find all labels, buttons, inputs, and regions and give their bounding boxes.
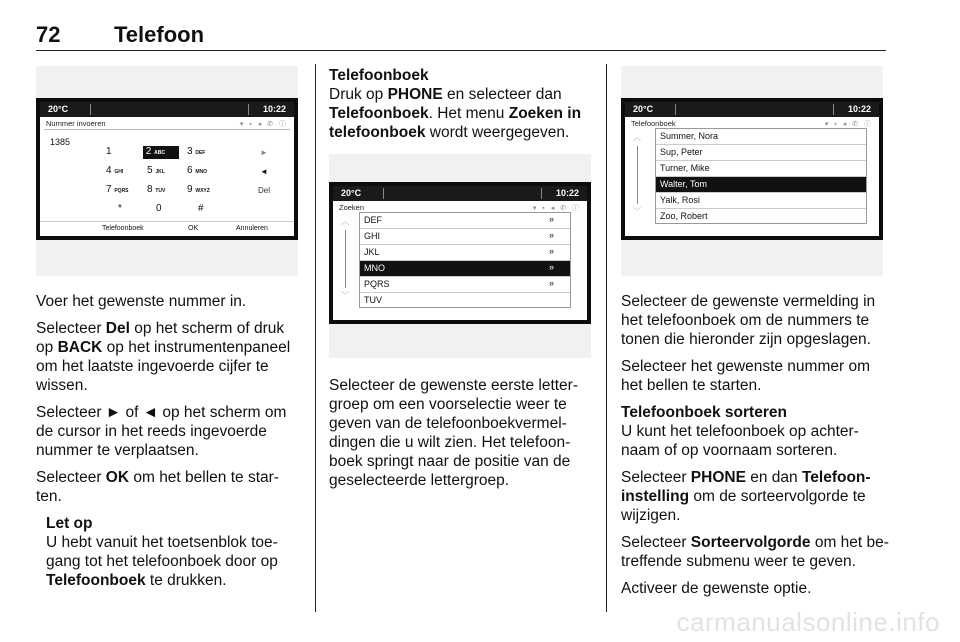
list-item[interactable]: Turner, Mike [656,161,866,177]
key-4[interactable]: 4 GHI [106,165,124,176]
paragraph: U kunt het telefoonboek op achter-naam of op voornaam sorteren. [621,423,859,459]
section-heading: Telefoonboek [329,67,429,84]
screen-subtitle: Telefoonboek [631,119,676,128]
clock: 10:22 [262,104,286,114]
cursor-left-button[interactable]: ◄ [260,167,268,176]
key-star[interactable]: * [118,203,122,214]
paragraph: Selecteer ► of ◄ op het scherm om de cursor in het reeds ingevoerde nummer te verplaatsen. [36,404,287,459]
key-2[interactable]: 2 ABC [143,146,179,159]
key-0[interactable]: 0 [156,203,162,214]
middle-column-bottom [329,376,591,498]
paragraph: Selecteer OK om het bellen te star-ten. [36,469,279,505]
paragraph: Selecteer de gewenste eerste letter-groep om een voorselectie weer te geven van de telefoonboekvermel-dingen die u wilt zien. Het telefoon-boek springt naar de positie van de geselecteerde lettergroep. [329,377,578,489]
signal-icon: ▾ ▪ ◂ ✆ ⓘ [824,121,873,128]
note-box [46,514,298,590]
middle-column-top [329,66,591,150]
key-8[interactable]: 8 TUV [147,184,166,195]
softkey-bar [40,221,294,236]
cursor-right-button[interactable]: ► [260,148,268,157]
paragraph: Druk op PHONE en selecteer dan Telefoonboek. Het menu Zoeken in telefoonboek wordt weergegeven. [329,86,582,141]
signal-icon: ▾ ▪ ◂ ✆ ⓘ [239,121,288,128]
key-9[interactable]: 9 WXYZ [187,184,210,195]
phonebook-screenshot [621,66,883,276]
letter-group-list [359,212,571,308]
status-bar [333,186,587,201]
del-button[interactable]: Del [258,186,271,195]
list-item[interactable]: Yalk, Rosi [656,193,866,209]
right-column [621,292,891,606]
screen-subtitle: Zoeken [339,203,365,212]
paragraph: Selecteer Sorteervolgorde om het be-treffende submenu weer te geven. [621,534,889,570]
scrollbar[interactable] [637,146,638,204]
status-bar [40,102,294,117]
key-7[interactable]: 7 PQRS [106,184,129,195]
phonebook-softkey[interactable]: Telefoonboek [102,225,144,232]
paragraph: Selecteer de gewenste vermelding in het telefoonboek om de nummers te tonen die hieronder zijn opgeslagen. [621,293,876,348]
display-screen [621,98,883,240]
list-item[interactable]: GHI » [360,229,570,245]
signal-icon: ▾ ▪ ◂ ✆ ⓘ [532,205,581,212]
list-item[interactable]: DEF » [360,213,570,229]
chevron-up-icon[interactable]: ︿ [341,217,349,226]
list-item-selected[interactable]: Walter, Tom [656,177,866,193]
temperature: 20°C [48,104,69,114]
cancel-softkey[interactable]: Annuleren [236,225,268,232]
scrollbar[interactable] [345,230,346,288]
note-title: Let op [46,515,93,532]
screen-subtitle: Nummer invoeren [46,119,106,128]
note-text: U hebt vanuit het toetsenblok toe-gang tot het telefoonboek door op Telefoonboek te drukken. [46,534,278,589]
temperature: 20°C [633,104,654,114]
ok-softkey[interactable]: OK [188,225,199,232]
paragraph: Activeer de gewenste optie. [621,580,812,597]
display-screen [36,98,298,240]
status-bar [625,102,879,117]
paragraph: Voer het gewenste nummer in. [36,293,247,310]
paragraph: Selecteer PHONE en dan Telefoon-instelling om de sorteervolgorde te wijzigen. [621,469,871,524]
phonebook-list [655,128,867,224]
paragraph: Selecteer het gewenste nummer om het bellen te starten. [621,358,870,394]
chevron-down-icon[interactable]: ﹀ [633,207,641,216]
keypad-screenshot [36,66,298,276]
paragraph: Selecteer Del op het scherm of druk op BACK op het instrumentenpaneel om het laatste ingevoerde cijfer te wissen. [36,320,291,394]
list-item[interactable]: JKL » [360,245,570,261]
key-3[interactable]: 3 DEF [187,146,206,157]
list-item[interactable]: Zoo, Robert [660,211,708,221]
key-5[interactable]: 5 JKL [147,165,165,176]
list-item[interactable]: PQRS » [360,277,570,293]
left-column [36,292,298,590]
key-hash[interactable]: # [198,203,204,214]
entered-number: 1385 [50,137,71,147]
watermark: carmanualsonline.info [676,607,940,637]
temperature: 20°C [341,188,362,198]
search-screenshot [329,154,591,358]
key-6[interactable]: 6 MNO [187,165,208,176]
display-screen [329,182,591,324]
page-title: Telefoon [114,22,205,47]
clock: 10:22 [847,104,871,114]
list-item[interactable]: TUV [364,295,382,305]
section-heading: Telefoonboek sorteren [621,404,787,421]
list-item-selected[interactable]: MNO » [360,261,570,277]
chevron-up-icon[interactable]: ︿ [633,133,641,142]
list-item[interactable]: Sup, Peter [656,145,866,161]
page-header [36,16,886,51]
column-divider [315,64,316,612]
key-1[interactable]: 1 [106,146,112,157]
column-divider [606,64,607,612]
page-number: 72 [36,22,61,47]
list-item[interactable]: Summer, Nora [656,129,866,145]
clock: 10:22 [555,188,579,198]
chevron-down-icon[interactable]: ﹀ [341,291,349,300]
